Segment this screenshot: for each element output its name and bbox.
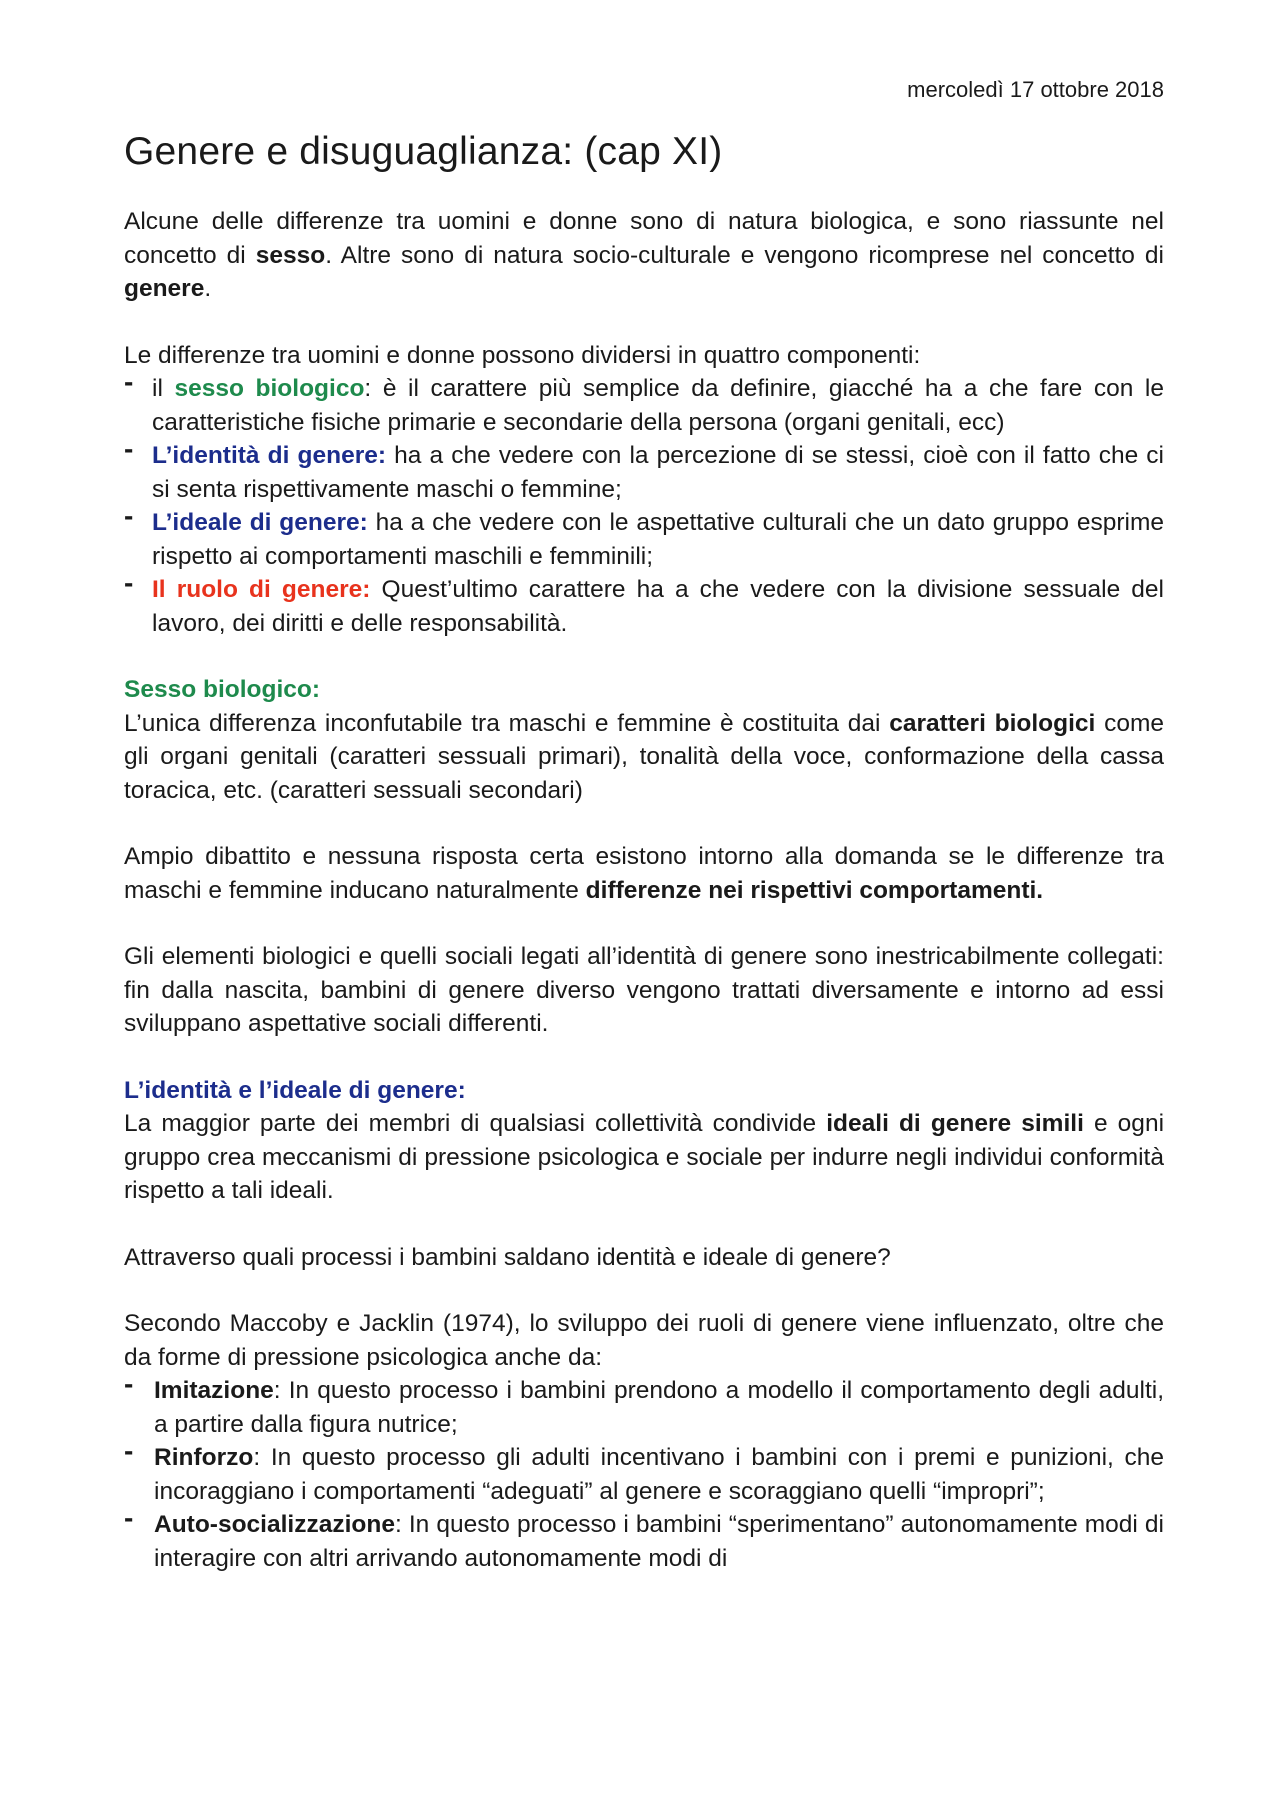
processes-list — [124, 1374, 1164, 1575]
term-sesso-biologico: sesso biologico — [174, 375, 365, 402]
term-ideale-di-genere: L’ideale di genere: — [152, 509, 368, 536]
document-date: mercoledì 17 ottobre 2018 — [907, 77, 1164, 102]
document-title: Genere e disuguaglianza: (cap XI) — [124, 130, 723, 173]
term-imitazione: Imitazione — [154, 1377, 274, 1404]
list-item: - L’identità di genere: ha a che vedere con la percezione di se stessi, cioè con il fatto che ci si senta rispettivamente maschi o femmine; — [124, 439, 1164, 506]
list-item: - Rinforzo: In questo processo gli adulti incentivano i bambini con i premi e punizioni, che incoraggiano i comportamenti “adeguati” al genere e scoraggiano quelli “impropri”; — [124, 1441, 1164, 1508]
list-item: - Imitazione: In questo processo i bambini prendono a modello il comportamento degli adulti, a partire dalla figura nutrice; — [124, 1374, 1164, 1441]
term-identita-di-genere: L’identità di genere: — [152, 442, 387, 469]
term-genere: genere — [124, 275, 205, 302]
term-auto-socializzazione: Auto-socializzazione — [154, 1511, 395, 1538]
paragraph: L’unica differenza inconfutabile tra maschi e femmine è costituita dai caratteri biologici come gli organi genitali (caratteri sessuali primari), tonalità della voce, conformazione della cassa toracica, etc. (caratteri sessuali secondari) — [124, 709, 1164, 804]
section-heading-sesso-biologico: Sesso biologico: — [124, 676, 321, 703]
term-sesso: sesso — [255, 241, 326, 269]
components-intro: Le differenze tra uomini e donne possono dividersi in quattro componenti: — [124, 341, 921, 369]
paragraph: La maggior parte dei membri di qualsiasi collettività condivide ideali di genere simili e ogni gruppo crea meccanismi di pressione psicologica e sociale per indurre negli individui conformità rispetto a tali ideali. — [124, 1110, 1165, 1204]
term-ruolo-di-genere: Il ruolo di genere: — [152, 576, 371, 603]
intro-paragraph: Alcune delle differenze tra uomini e donne sono di natura biologica, e sono riassunte nel concetto di sesso. Altre sono di natura socio-culturale e vengono ricomprese nel concetto di genere. — [124, 208, 1164, 302]
document-body — [124, 205, 1164, 1575]
list-item: - il sesso biologico: è il carattere più semplice da definire, giacché ha a che fare con le caratteristiche fisiche primarie e secondarie della persona (organi genitali, ecc) — [124, 372, 1164, 439]
paragraph: Gli elementi biologici e quelli sociali legati all’identità di genere sono inestricabilmente collegati: fin dalla nascita, bambini di genere diverso vengono trattati diversamente e intorno ad essi sviluppano aspettative sociali differenti. — [124, 943, 1164, 1037]
term-rinforzo: Rinforzo — [154, 1444, 254, 1471]
list-item: - L’ideale di genere: ha a che vedere con le aspettative culturali che un dato gruppo esprime rispetto ai comportamenti maschili e femminili; — [124, 506, 1164, 573]
list-item: - Auto-socializzazione: In questo processo i bambini “sperimentano” autonomamente modi di interagire con altri arrivando autonomamente modi di — [124, 1508, 1164, 1575]
components-list — [124, 372, 1164, 640]
paragraph: Secondo Maccoby e Jacklin (1974), lo sviluppo dei ruoli di genere viene influenzato, oltre che da forme di pressione psicologica anche da: — [124, 1310, 1164, 1371]
section-heading-identita-ideale: L’identità e l’ideale di genere: — [124, 1076, 466, 1104]
paragraph: Ampio dibattito e nessuna risposta certa esistono intorno alla domanda se le differenze tra maschi e femmine inducano naturalmente differenze nei rispettivi comportamenti. — [124, 843, 1164, 904]
list-item: - Il ruolo di genere: Quest’ultimo carattere ha a che vedere con la divisione sessuale del lavoro, dei diritti e delle responsabilità. — [124, 573, 1164, 640]
question-paragraph: Attraverso quali processi i bambini saldano identità e ideale di genere? — [124, 1243, 891, 1271]
